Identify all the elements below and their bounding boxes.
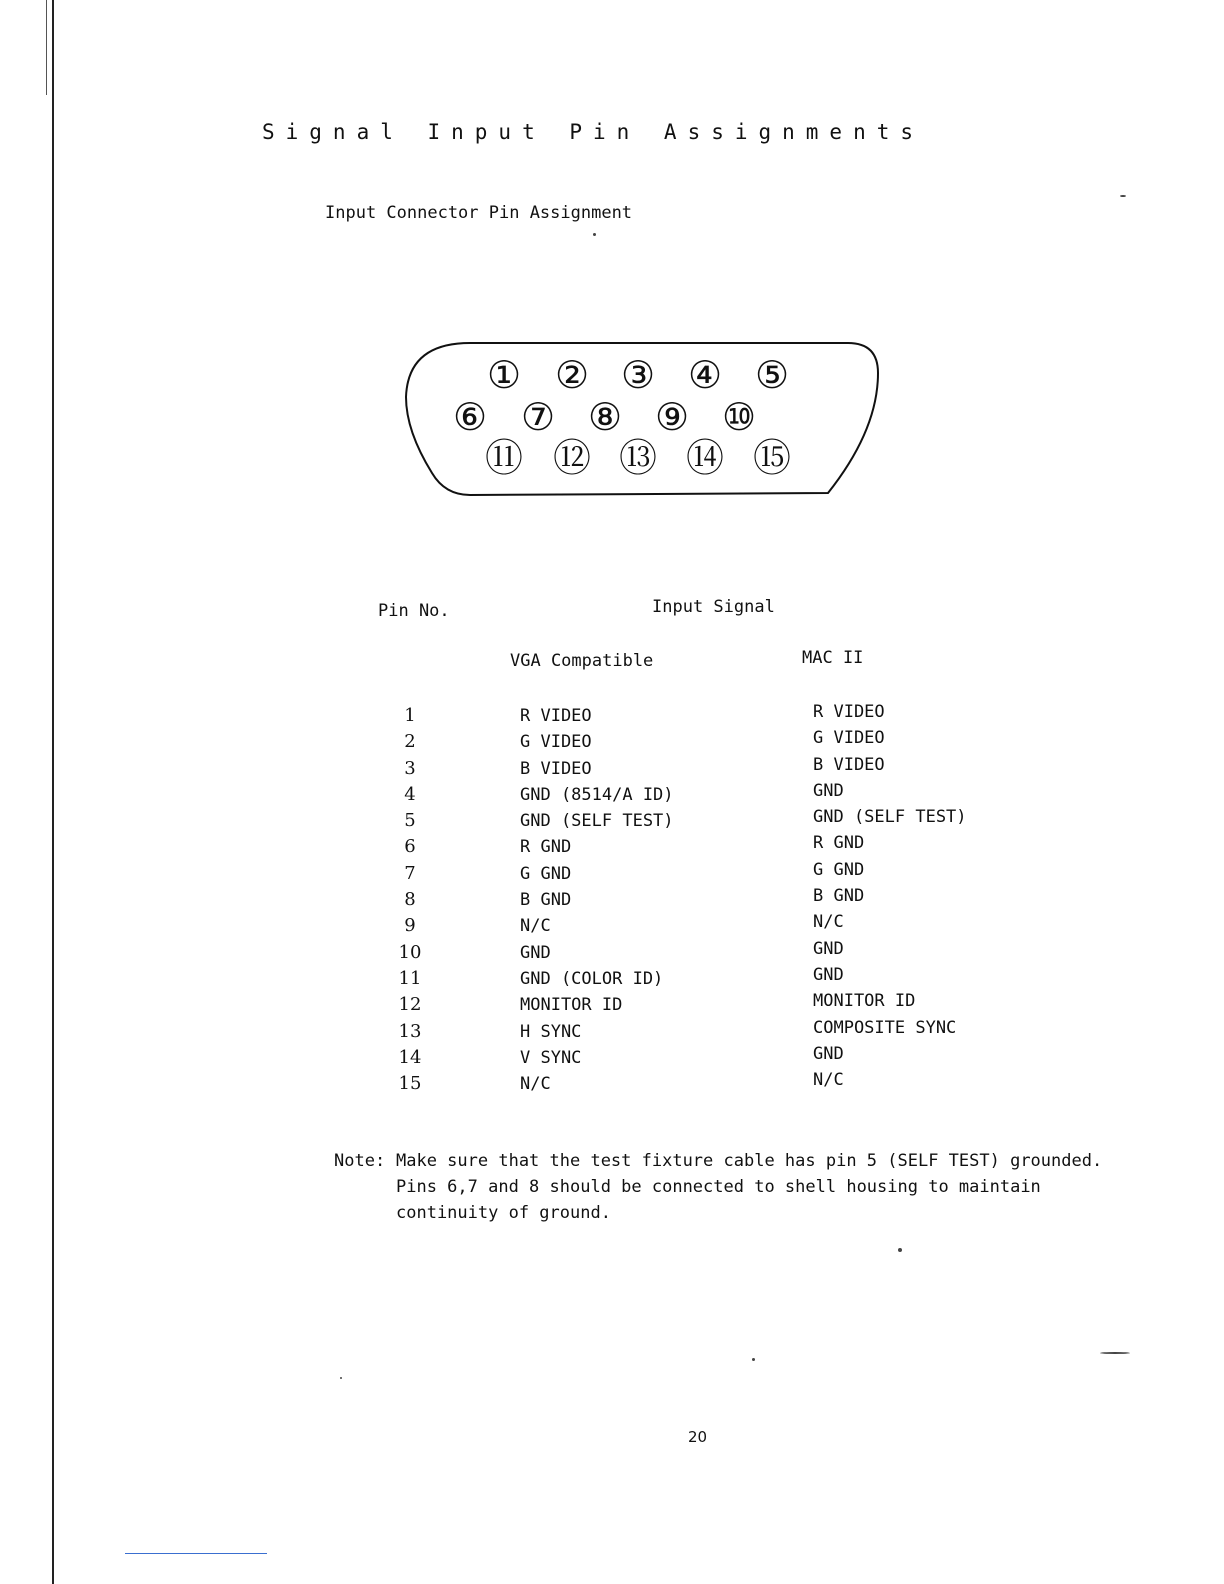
pin-number-cell: 2 xyxy=(404,731,416,753)
mac-signal-cell: B VIDEO xyxy=(813,754,885,775)
pin-label: ④ xyxy=(687,353,723,397)
scan-speck xyxy=(340,1377,342,1379)
pin-number-cell: 12 xyxy=(398,994,422,1016)
note-label: Note: xyxy=(334,1151,386,1171)
pin-number-cell: 9 xyxy=(404,915,416,937)
vga-signal-cell: V SYNC xyxy=(520,1047,582,1068)
pin-label: ⑬ xyxy=(618,436,658,480)
pin-label: ⑥ xyxy=(452,395,488,439)
pin-label: ⑭ xyxy=(685,436,725,480)
vga-signal-cell: G VIDEO xyxy=(520,732,592,753)
vga-signal-column xyxy=(520,703,674,1097)
header-vga-compatible: VGA Compatible xyxy=(510,651,654,671)
mac-signal-cell: G VIDEO xyxy=(813,728,885,749)
pin-number-cell: 14 xyxy=(398,1046,422,1068)
pin-label: ⑪ xyxy=(484,436,524,480)
scan-speck xyxy=(898,1248,902,1252)
page-binding-edge xyxy=(52,0,54,1584)
mac-signal-cell: GND xyxy=(813,780,844,801)
note-body xyxy=(396,1148,1102,1226)
vga-signal-cell: GND xyxy=(520,942,551,963)
vga-signal-cell: B VIDEO xyxy=(520,758,592,779)
pin-label: ⑧ xyxy=(587,395,623,439)
mac-signal-cell: N/C xyxy=(813,1070,844,1091)
mac-signal-cell: N/C xyxy=(813,912,844,933)
pin-number-cell: 4 xyxy=(404,783,416,805)
pin-number-cell: 15 xyxy=(398,1073,422,1095)
vga-signal-cell: H SYNC xyxy=(520,1021,582,1042)
note-line: Pins 6,7 and 8 should be connected to shell housing to maintain xyxy=(396,1177,1041,1197)
pin-number-cell: 13 xyxy=(398,1020,422,1042)
pin-number-cell: 10 xyxy=(398,941,422,963)
vga-signal-cell: MONITOR ID xyxy=(520,995,623,1016)
pin-label: ⑮ xyxy=(752,436,792,480)
pin-number-cell: 5 xyxy=(404,810,416,832)
vga-signal-cell: N/C xyxy=(520,916,551,937)
pin-label: ⑦ xyxy=(520,395,556,439)
pin-number-cell: 1 xyxy=(404,705,416,726)
mac-signal-cell: B GND xyxy=(813,886,865,907)
pin-number-column xyxy=(380,703,440,1097)
mac-signal-cell: MONITOR ID xyxy=(813,991,916,1012)
vga-signal-cell: N/C xyxy=(520,1074,551,1095)
mac-signal-cell: COMPOSITE SYNC xyxy=(813,1017,957,1038)
scan-speck xyxy=(593,233,596,236)
vga-signal-cell: R VIDEO xyxy=(520,706,592,726)
scan-speck xyxy=(752,1358,755,1361)
section-subtitle: Input Connector Pin Assignment xyxy=(325,203,633,223)
vga-signal-cell: GND (SELF TEST) xyxy=(520,811,674,832)
mac-signal-cell: R VIDEO xyxy=(813,702,885,722)
vga-signal-cell: GND (8514/A ID) xyxy=(520,784,674,805)
pin-label: ① xyxy=(486,353,522,397)
mac-signal-cell: R GND xyxy=(813,833,865,854)
mac-signal-column xyxy=(813,699,967,1093)
pin-label: ③ xyxy=(620,353,656,397)
pin-number-cell: 8 xyxy=(404,889,416,911)
pin-number-cell: 11 xyxy=(398,967,422,989)
pin-label: ⑨ xyxy=(654,395,690,439)
mac-signal-cell: GND xyxy=(813,964,844,985)
page-title: Signal Input Pin Assignments xyxy=(262,120,925,144)
mac-signal-cell: GND (SELF TEST) xyxy=(813,807,967,828)
page-binding-mark xyxy=(46,0,47,95)
pin-label: ⑫ xyxy=(552,436,592,480)
pin-number-cell: 7 xyxy=(404,862,416,884)
pin-number-cell: 3 xyxy=(404,757,416,779)
pin-label: ⑤ xyxy=(754,353,790,397)
header-pin-no: Pin No. xyxy=(378,601,450,621)
header-input-signal: Input Signal xyxy=(652,597,775,617)
vga-signal-cell: R GND xyxy=(520,837,572,858)
header-mac-ii: MAC II xyxy=(802,648,864,668)
pin-label: ⑩ xyxy=(721,395,757,439)
vga-signal-cell: B GND xyxy=(520,890,572,911)
connector-diagram xyxy=(400,335,890,505)
note-line: Make sure that the test fixture cable has pin 5 (SELF TEST) grounded. xyxy=(396,1151,1103,1171)
note-line: continuity of ground. xyxy=(396,1203,611,1223)
mac-signal-cell: G GND xyxy=(813,859,865,880)
scan-speck xyxy=(1100,1352,1130,1354)
vga-signal-cell: G GND xyxy=(520,863,572,884)
scan-speck xyxy=(1120,195,1126,197)
pin-number-cell: 6 xyxy=(404,836,416,858)
mac-signal-cell: GND xyxy=(813,938,844,959)
mac-signal-cell: GND xyxy=(813,1043,844,1064)
page-number: 20 xyxy=(688,1428,708,1446)
vga-signal-cell: GND (COLOR ID) xyxy=(520,968,664,989)
footnote-rule xyxy=(125,1553,267,1554)
pin-label: ② xyxy=(554,353,590,397)
